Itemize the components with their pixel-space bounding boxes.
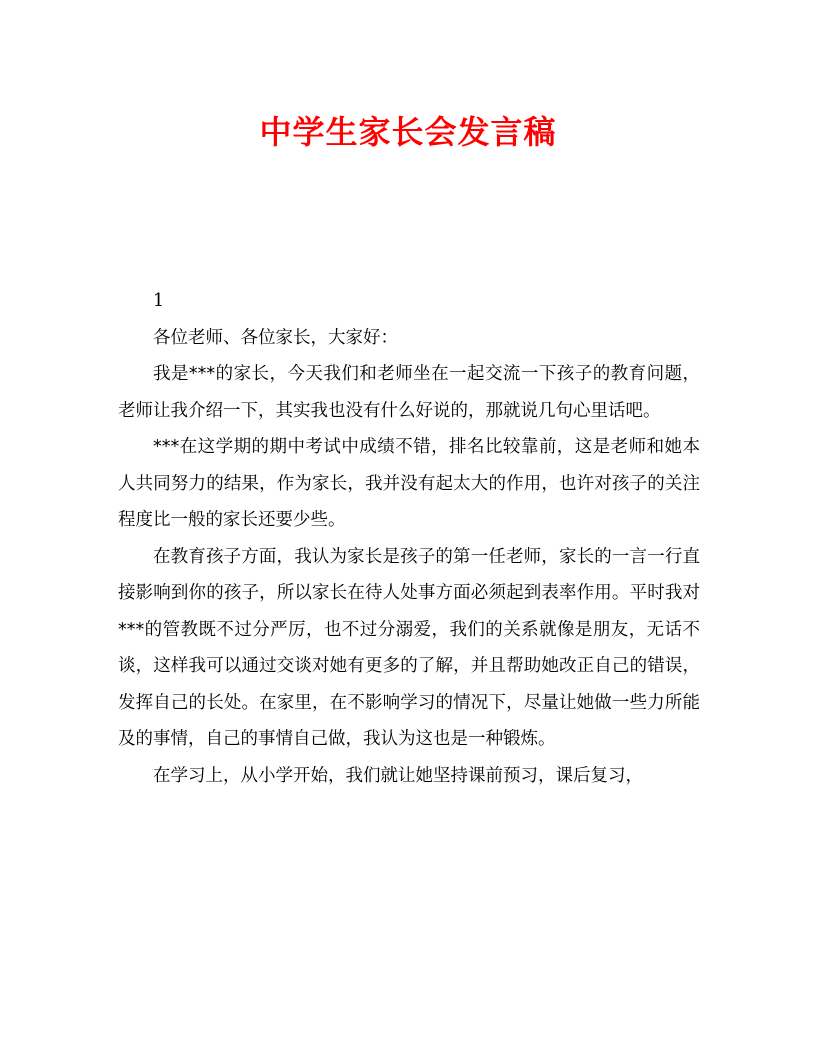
- paragraph: 在教育孩子方面，我认为家长是孩子的第一任老师，家长的一言一行直接影响到你的孩子，所以家长在待人处事方面必须起到表率作用。平时我对***的管教既不过分严厉，也不过分溺爱，我们的关系就像是朋友，无话不谈，这样我可以通过交谈对她有更多的了解，并且帮助她改正自己的错误，发挥自己的长处。在家里，在不影响学习的情况下，尽量让她做一些力所能及的事情，自己的事情自己做，我认为这也是一种锻炼。: [118, 546, 700, 749]
- paragraph: 我是***的家长，今天我们和老师坐在一起交流一下孩子的教育问题，老师让我介绍一下，其实我也没有什么好说的，那就说几句心里话吧。: [118, 364, 700, 421]
- section-number: 1: [153, 291, 165, 311]
- greeting: 各位老师、各位家长，大家好：: [153, 327, 398, 348]
- document-title: 中学生家长会发言稿: [259, 113, 557, 151]
- paragraph: 在学习上，从小学开始，我们就让她坚持课前预习，课后复习，: [153, 765, 643, 786]
- document-body: [118, 283, 700, 794]
- paragraph: ***在这学期的期中考试中成绩不错，排名比较靠前，这是老师和她本人共同努力的结果，作为家长，我并没有起太大的作用，也许对孩子的关注程度比一般的家长还要少些。: [118, 437, 700, 530]
